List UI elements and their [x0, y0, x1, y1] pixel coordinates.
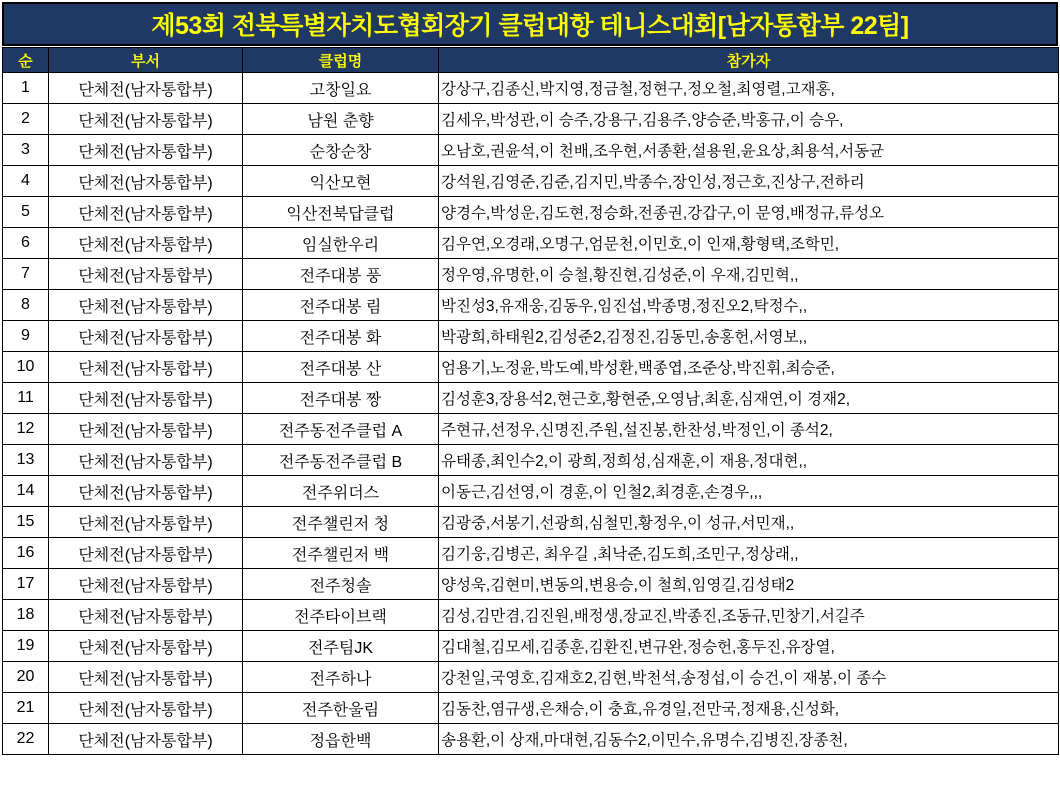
cell-players: 김성훈3,장용석2,현근호,황현준,오영남,최훈,심재연,이 경재2,	[439, 383, 1059, 414]
table-row	[3, 600, 1059, 631]
cell-no: 19	[3, 631, 49, 662]
cell-club: 전주대봉 림	[243, 290, 439, 321]
cell-club: 전주챌린저 백	[243, 538, 439, 569]
cell-dept: 단체전(남자통합부)	[49, 507, 243, 538]
cell-players: 김대철,김모세,김종훈,김환진,변규완,정승헌,홍두진,유장열,	[439, 631, 1059, 662]
cell-players: 양성욱,김현미,변동의,변용승,이 철희,임영길,김성태2	[439, 569, 1059, 600]
cell-dept: 단체전(남자통합부)	[49, 662, 243, 693]
cell-no: 7	[3, 259, 49, 290]
cell-dept: 단체전(남자통합부)	[49, 73, 243, 104]
cell-players: 김우연,오경래,오명구,엄문천,이민호,이 인재,황형택,조학민,	[439, 228, 1059, 259]
cell-players: 강석원,김영준,김준,김지민,박종수,장인성,정근호,진상구,전하리	[439, 166, 1059, 197]
cell-club: 전주챌린저 청	[243, 507, 439, 538]
document-title-bar	[2, 2, 1058, 46]
table-row	[3, 259, 1059, 290]
cell-club: 전주대봉 화	[243, 321, 439, 352]
cell-no: 6	[3, 228, 49, 259]
cell-players: 김동찬,염규생,은채승,이 충효,유경일,전만국,정재용,신성화,	[439, 693, 1059, 724]
table-row	[3, 135, 1059, 166]
column-header-dept: 부서	[49, 48, 243, 73]
table-row	[3, 445, 1059, 476]
page-title: 제53회 전북특별자치도협회장기 클럽대항 테니스대회[남자통합부 22팀]	[151, 12, 909, 40]
cell-players: 정우영,유명한,이 승철,황진현,김성준,이 우재,김민혁,,	[439, 259, 1059, 290]
cell-no: 8	[3, 290, 49, 321]
cell-dept: 단체전(남자통합부)	[49, 290, 243, 321]
table-header	[3, 48, 1059, 73]
table-row	[3, 507, 1059, 538]
cell-club: 전주대봉 풍	[243, 259, 439, 290]
table-header-row	[3, 48, 1059, 73]
cell-players: 주현규,선정우,신명진,주원,설진봉,한찬성,박정인,이 종석2,	[439, 414, 1059, 445]
cell-dept: 단체전(남자통합부)	[49, 104, 243, 135]
cell-club: 전주대봉 산	[243, 352, 439, 383]
cell-players: 양경수,박성운,김도현,정승화,전종권,강갑구,이 문영,배정규,류성오	[439, 197, 1059, 228]
table-row	[3, 693, 1059, 724]
cell-no: 3	[3, 135, 49, 166]
cell-club: 익산전북답클럽	[243, 197, 439, 228]
cell-players: 강천일,국영호,김재호2,김현,박천석,송정섭,이 승건,이 재봉,이 종수	[439, 662, 1059, 693]
cell-club: 고창일요	[243, 73, 439, 104]
table-row	[3, 569, 1059, 600]
cell-dept: 단체전(남자통합부)	[49, 259, 243, 290]
cell-no: 16	[3, 538, 49, 569]
cell-club: 정읍한백	[243, 724, 439, 755]
cell-dept: 단체전(남자통합부)	[49, 631, 243, 662]
cell-club: 전주동전주클럽 B	[243, 445, 439, 476]
cell-no: 12	[3, 414, 49, 445]
table-row	[3, 631, 1059, 662]
cell-players: 김성,김만겸,김진원,배정생,장교진,박종진,조동규,민창기,서길주	[439, 600, 1059, 631]
table-row	[3, 290, 1059, 321]
cell-players: 김기웅,김병곤, 최우길 ,최낙준,김도희,조민구,정상래,,	[439, 538, 1059, 569]
table-row	[3, 383, 1059, 414]
cell-dept: 단체전(남자통합부)	[49, 569, 243, 600]
table-row	[3, 321, 1059, 352]
cell-no: 21	[3, 693, 49, 724]
table-row	[3, 73, 1059, 104]
column-header-players: 참가자	[439, 48, 1059, 73]
cell-no: 2	[3, 104, 49, 135]
cell-club: 전주한울림	[243, 693, 439, 724]
cell-no: 10	[3, 352, 49, 383]
cell-no: 13	[3, 445, 49, 476]
cell-club: 전주팀JK	[243, 631, 439, 662]
cell-players: 오남호,권윤석,이 천배,조우현,서종환,설용원,윤요상,최용석,서동균	[439, 135, 1059, 166]
table-row	[3, 228, 1059, 259]
cell-players: 박진성3,유재웅,김동우,임진섭,박종명,정진오2,탁정수,,	[439, 290, 1059, 321]
cell-no: 4	[3, 166, 49, 197]
cell-no: 20	[3, 662, 49, 693]
cell-dept: 단체전(남자통합부)	[49, 321, 243, 352]
cell-players: 박광희,하태원2,김성준2,김정진,김동민,송홍헌,서영보,,	[439, 321, 1059, 352]
cell-dept: 단체전(남자통합부)	[49, 693, 243, 724]
cell-dept: 단체전(남자통합부)	[49, 414, 243, 445]
cell-players: 김세우,박성관,이 승주,강용구,김용주,양승준,박홍규,이 승우,	[439, 104, 1059, 135]
cell-dept: 단체전(남자통합부)	[49, 197, 243, 228]
table-body	[3, 73, 1059, 755]
cell-dept: 단체전(남자통합부)	[49, 600, 243, 631]
cell-dept: 단체전(남자통합부)	[49, 135, 243, 166]
cell-club: 전주동전주클럽 A	[243, 414, 439, 445]
cell-club: 전주하나	[243, 662, 439, 693]
cell-players: 김광중,서봉기,선광희,심철민,황정우,이 성규,서민재,,	[439, 507, 1059, 538]
column-header-club: 클럽명	[243, 48, 439, 73]
cell-club: 남원 춘향	[243, 104, 439, 135]
cell-no: 18	[3, 600, 49, 631]
cell-club: 전주타이브랙	[243, 600, 439, 631]
cell-dept: 단체전(남자통합부)	[49, 538, 243, 569]
table-row	[3, 352, 1059, 383]
cell-no: 9	[3, 321, 49, 352]
cell-no: 1	[3, 73, 49, 104]
cell-dept: 단체전(남자통합부)	[49, 166, 243, 197]
cell-dept: 단체전(남자통합부)	[49, 724, 243, 755]
cell-players: 유태종,최인수2,이 광희,정희성,심재훈,이 재용,정대현,,	[439, 445, 1059, 476]
table-row	[3, 724, 1059, 755]
cell-players: 강상구,김종신,박지영,정금철,정현구,정오철,최영렬,고재홍,	[439, 73, 1059, 104]
cell-dept: 단체전(남자통합부)	[49, 445, 243, 476]
cell-club: 익산모현	[243, 166, 439, 197]
table-row	[3, 662, 1059, 693]
cell-club: 임실한우리	[243, 228, 439, 259]
participants-table	[2, 47, 1059, 755]
cell-no: 14	[3, 476, 49, 507]
cell-players: 이동근,김선영,이 경훈,이 인철2,최경훈,손경우,,,	[439, 476, 1059, 507]
cell-dept: 단체전(남자통합부)	[49, 383, 243, 414]
table-row	[3, 104, 1059, 135]
table-row	[3, 476, 1059, 507]
cell-no: 11	[3, 383, 49, 414]
cell-no: 17	[3, 569, 49, 600]
cell-dept: 단체전(남자통합부)	[49, 228, 243, 259]
document-page	[0, 2, 1060, 812]
cell-players: 엄용기,노정윤,박도예,박성환,백종엽,조준상,박진휘,최승준,	[439, 352, 1059, 383]
cell-no: 5	[3, 197, 49, 228]
cell-no: 22	[3, 724, 49, 755]
table-row	[3, 414, 1059, 445]
cell-no: 15	[3, 507, 49, 538]
cell-club: 전주청솔	[243, 569, 439, 600]
cell-club: 전주대봉 짱	[243, 383, 439, 414]
cell-club: 전주위더스	[243, 476, 439, 507]
cell-dept: 단체전(남자통합부)	[49, 476, 243, 507]
cell-players: 송용환,이 상재,마대현,김동수2,이민수,유명수,김병진,장종천,	[439, 724, 1059, 755]
table-row	[3, 197, 1059, 228]
column-header-no: 순	[3, 48, 49, 73]
table-row	[3, 166, 1059, 197]
table-row	[3, 538, 1059, 569]
cell-club: 순창순창	[243, 135, 439, 166]
cell-dept: 단체전(남자통합부)	[49, 352, 243, 383]
